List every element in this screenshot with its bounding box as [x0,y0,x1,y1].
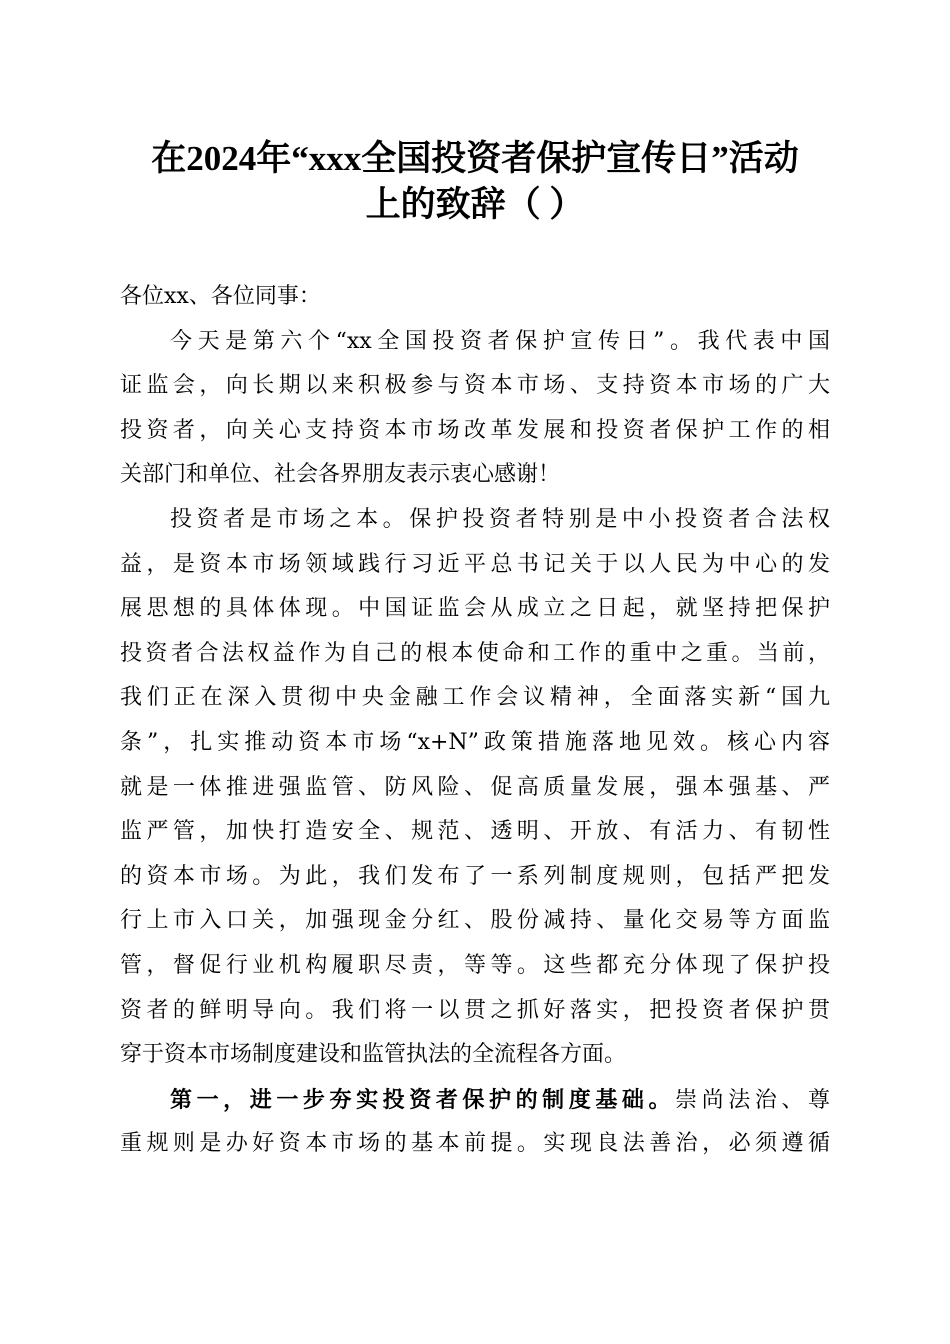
paragraph-line: 监严管，加快打造安全、规范、透明、开放、有活力、有韧性 [120,819,830,845]
paragraph-line: 投资者合法权益作为自己的根本使命和工作的重中之重。当前， [120,640,830,666]
paragraph-line: 展思想的具体体现。中国证监会从成立之日起，就坚持把保护 [120,596,830,622]
paragraph-3 [120,1078,830,1167]
paragraph-line: 我们正在深入贯彻中央金融工作会议精神，全面落实新“国九 [120,685,830,711]
paragraph-line: 重规则是办好资本市场的基本前提。实现良法善治，必须遵循 [120,1131,830,1157]
document-title-line-2: 上的致辞（ ） [365,185,585,224]
paragraph-line: 投资者，向关心支持资本市场改革发展和投资者保护工作的相 [120,417,830,443]
paragraph-line: 证监会，向长期以来积极参与资本市场、支持资本市场的广大 [120,373,830,399]
paragraph-line: 益，是资本市场领域践行习近平总书记关于以人民为中心的发 [120,551,830,577]
paragraph-line [120,1078,830,1123]
paragraph-line: 的资本市场。为此，我们发布了一系列制度规则，包括严把发 [120,863,830,889]
section-heading-lead: 第一，进一步夯实投资者保护的制度基础。 [170,1086,676,1113]
document-title-line-1: 在2024年“xxx全国投资者保护宣传日”活动 [151,139,799,178]
paragraph-text: 崇尚法治、尊 [675,1087,830,1113]
paragraph-2 [120,498,830,1078]
salutation: 各位xx、各位同事： [120,284,321,309]
paragraph-line: 今天是第六个“xx全国投资者保护宣传日”。我代表中国 [170,328,830,354]
paragraph-line: 条”，扎实推动资本市场“x+N”政策措施落地见效。核心内容 [120,729,830,755]
paragraph-line: 资者的鲜明导向。我们将一以贯之抓好落实，把投资者保护贯 [120,997,830,1023]
paragraph-1 [120,320,830,498]
paragraph-line: 穿于资本市场制度建设和监管执法的全流程各方面。 [120,1042,627,1068]
document-body [120,275,830,1167]
paragraph-line: 管，督促行业机构履职尽责，等等。这些都充分体现了保护投 [120,952,830,978]
paragraph-line: 行上市入口关，加强现金分红、股份减持、量化交易等方面监 [120,908,830,934]
paragraph-line: 投资者是市场之本。保护投资者特别是中小投资者合法权 [170,506,830,532]
paragraph-line: 关部门和单位、社会各界朋友表示衷心感谢！ [120,462,561,488]
paragraph-line: 就是一体推进强监管、防风险、促高质量发展，强本强基、严 [120,774,830,800]
